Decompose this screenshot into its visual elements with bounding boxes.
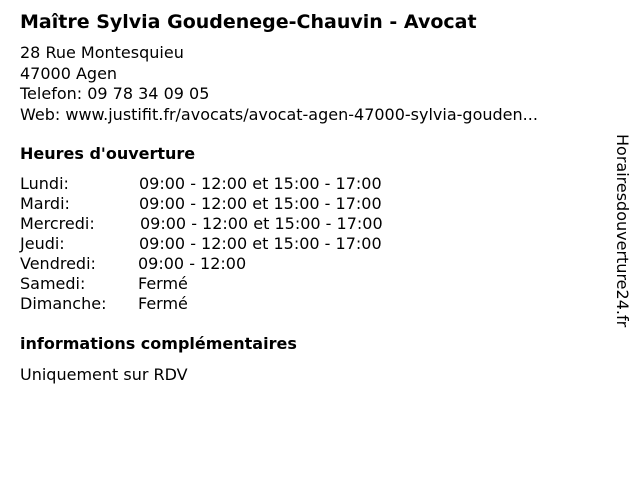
- day-label: Mardi:: [20, 194, 70, 213]
- day-label: Samedi:: [20, 274, 86, 293]
- hours-row-saturday: [20, 274, 440, 294]
- contact-block: [20, 43, 538, 125]
- day-label: Dimanche:: [20, 294, 107, 313]
- additional-info-heading: informations complémentaires: [20, 334, 297, 353]
- time-range: Fermé: [138, 294, 188, 313]
- hours-row-friday: [20, 254, 440, 274]
- page-title: Maître Sylvia Goudenege-Chauvin - Avocat: [20, 11, 477, 33]
- hours-row-monday: [20, 174, 440, 194]
- city: 47000 Agen: [20, 63, 118, 83]
- time-range: 09:00 - 12:00 et 15:00 - 17:00: [139, 174, 382, 193]
- time-range: 09:00 - 12:00 et 15:00 - 17:00: [139, 194, 382, 213]
- site-watermark: Horairesdouverture24.fr: [613, 134, 632, 328]
- opening-hours-table: [20, 174, 440, 314]
- website-link: Web: www.justifit.fr/avocats/avocat-agen-47000-sylvia-gouden...: [20, 104, 538, 124]
- time-range: 09:00 - 12:00 et 15:00 - 17:00: [140, 214, 383, 233]
- day-label: Jeudi:: [20, 234, 65, 253]
- hours-row-sunday: [20, 294, 440, 314]
- day-label: Vendredi:: [20, 254, 96, 273]
- day-label: Mercredi:: [20, 214, 95, 233]
- time-range: 09:00 - 12:00: [138, 254, 247, 273]
- opening-hours-heading: Heures d'ouverture: [20, 144, 196, 163]
- hours-row-thursday: [20, 234, 440, 254]
- phone-number: Telefon: 09 78 34 09 05: [20, 84, 210, 103]
- hours-row-tuesday: [20, 194, 440, 214]
- time-range: 09:00 - 12:00 et 15:00 - 17:00: [139, 234, 382, 253]
- hours-row-wednesday: [20, 214, 440, 234]
- additional-info-text: Uniquement sur RDV: [20, 365, 188, 384]
- time-range: Fermé: [138, 274, 188, 293]
- day-label: Lundi:: [20, 174, 69, 193]
- street-address: 28 Rue Montesquieu: [20, 43, 184, 62]
